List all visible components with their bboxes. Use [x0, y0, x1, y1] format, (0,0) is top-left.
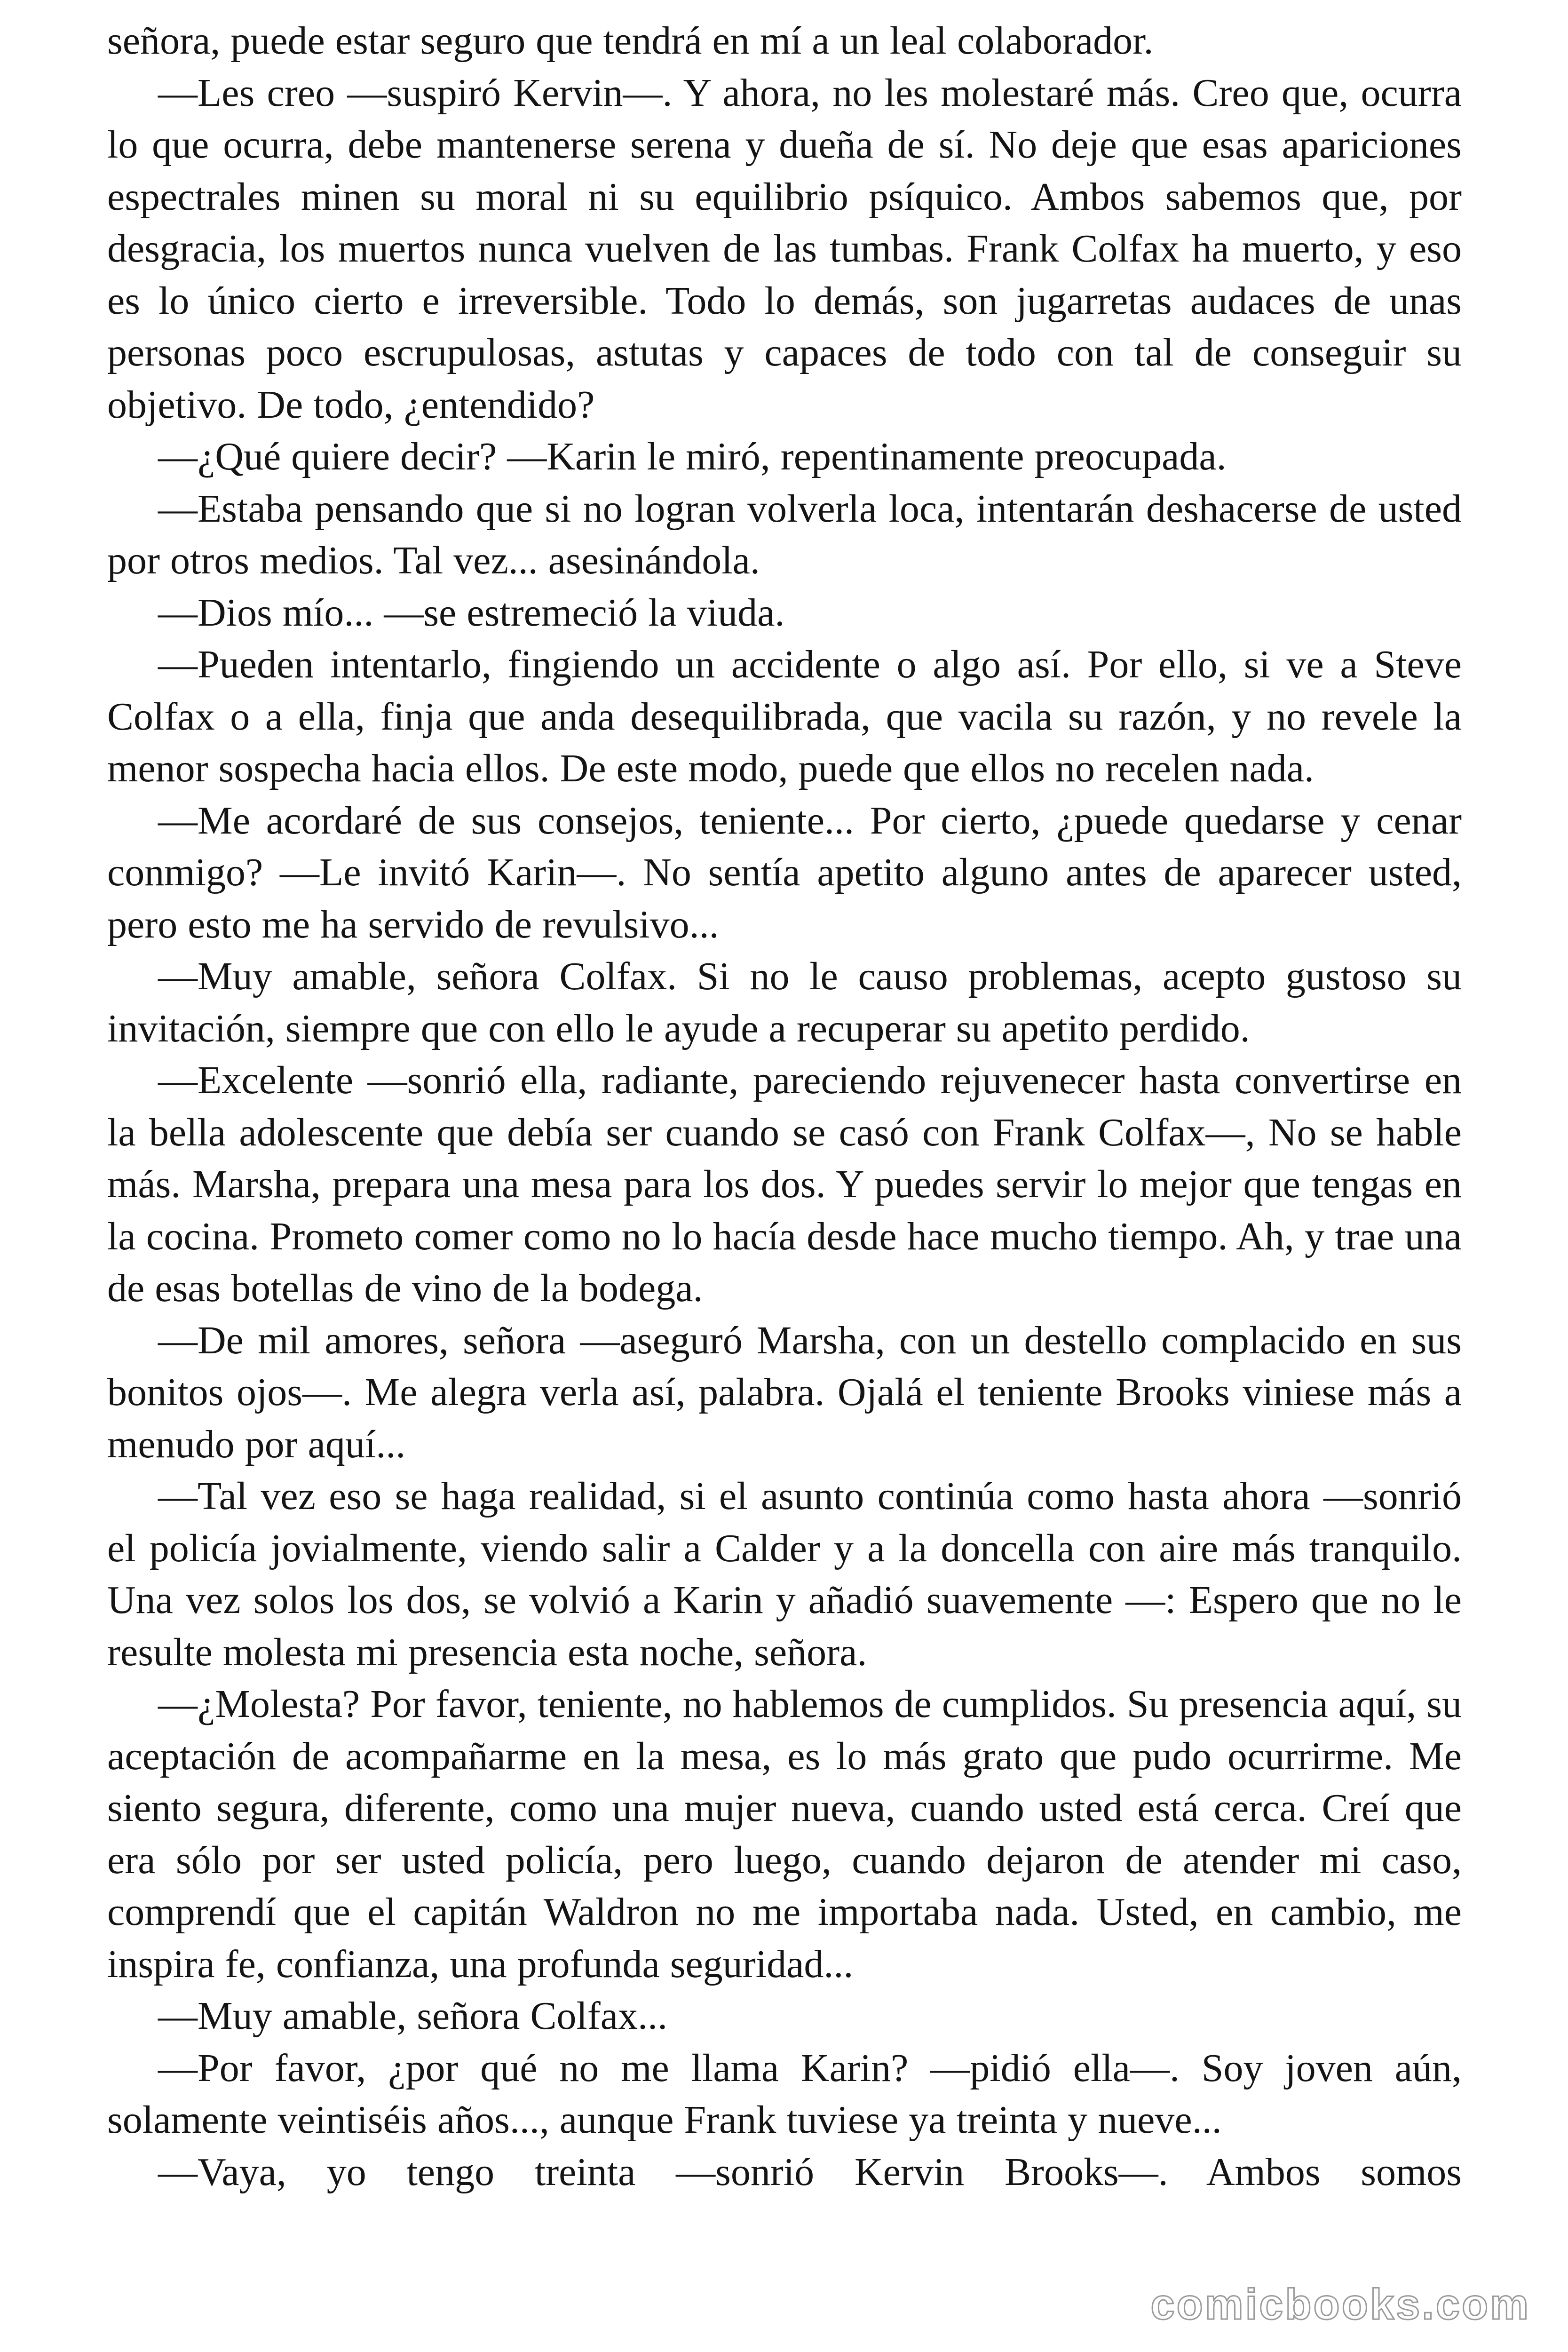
paragraph: —De mil amores, señora —aseguró Marsha, con un destello complacido en sus bonitos ojos—. Me alegra verla así, palabra. Ojalá el teniente Brooks viniese más a menudo por aquí...: [107, 1318, 1462, 1466]
paragraph: —Estaba pensando que si no logran volverla loca, intentarán deshacerse de usted por otros medios. Tal vez... asesinándola.: [107, 486, 1462, 582]
paragraph: —Muy amable, señora Colfax. Si no le causo problemas, acepto gustoso su invitación, siempre que con ello le ayude a recuperar su apetito perdido.: [107, 954, 1462, 1050]
paragraph: —Dios mío... —se estremeció la viuda.: [158, 590, 785, 635]
book-page: [107, 15, 1462, 2198]
paragraph: —Les creo —suspiró Kervin—. Y ahora, no les molestaré más. Creo que, ocurra lo que ocurra, debe mantenerse serena y dueña de sí. No deje que esas apariciones espectrales minen su moral ni su equilibrio psíquico. Ambos sabemos que, por desgracia, los muertos nunca vuelven de las tumbas. Frank Colfax ha muerto, y eso es lo único cierto e irreversible. Todo lo demás, son jugarretas audaces de unas personas poco escrupulosas, astutas y capaces de todo con tal de conseguir su objetivo. De todo, ¿entendido?: [107, 71, 1462, 427]
paragraph: —Pueden intentarlo, fingiendo un accidente o algo así. Por ello, si ve a Steve Colfax o a ella, finja que anda desequilibrada, que vacila su razón, y no revele la menor sospecha hacia ellos. De este modo, puede que ellos no recelen nada.: [107, 643, 1462, 790]
paragraph: —Tal vez eso se haga realidad, si el asunto continúa como hasta ahora —sonrió el policía jovialmente, viendo salir a Calder y a la doncella con aire más tranquilo. Una vez solos los dos, se volvió a Karin y añadió suavemente —: Espero que no le resulte molesta mi presencia esta noche, señora.: [107, 1474, 1462, 1674]
watermark-logo: comicbooks.com: [1146, 2280, 1535, 2329]
paragraph: —Muy amable, señora Colfax...: [158, 1994, 668, 2038]
paragraph: señora, puede estar seguro que tendrá en mí a un leal colaborador.: [107, 19, 1154, 63]
paragraph: —Por favor, ¿por qué no me llama Karin? —pidió ella—. Soy joven aún, solamente veintiséis años..., aunque Frank tuviese ya treinta y nueve...: [107, 2046, 1462, 2142]
paragraph: —¿Molesta? Por favor, teniente, no hablemos de cumplidos. Su presencia aquí, su aceptación de acompañarme en la mesa, es lo más grato que pudo ocurrirme. Me siento segura, diferente, como una mujer nueva, cuando usted está cerca. Creí que era sólo por ser usted policía, pero luego, cuando dejaron de atender mi caso, comprendí que el capitán Waldron no me importaba nada. Usted, en cambio, me inspira fe, confianza, una profunda seguridad...: [107, 1682, 1462, 1986]
paragraph: —Excelente —sonrió ella, radiante, pareciendo rejuvenecer hasta convertirse en la bella adolescente que debía ser cuando se casó con Frank Colfax—, No se hable más. Marsha, prepara una mesa para los dos. Y puedes servir lo mejor que tengas en la cocina. Prometo comer como no lo hacía desde hace mucho tiempo. Ah, y trae una de esas botellas de vino de la bodega.: [107, 1058, 1462, 1310]
paragraph: —¿Qué quiere decir? —Karin le miró, repentinamente preocupada.: [158, 435, 1227, 478]
paragraph: —Me acordaré de sus consejos, teniente... Por cierto, ¿puede quedarse y cenar conmigo? —Le invitó Karin—. No sentía apetito alguno antes de aparecer usted, pero esto me ha servido de revulsivo...: [107, 798, 1462, 946]
paragraph: —Vaya, yo tengo treinta —sonrió Kervin Brooks—. Ambos somos: [158, 2150, 1462, 2194]
